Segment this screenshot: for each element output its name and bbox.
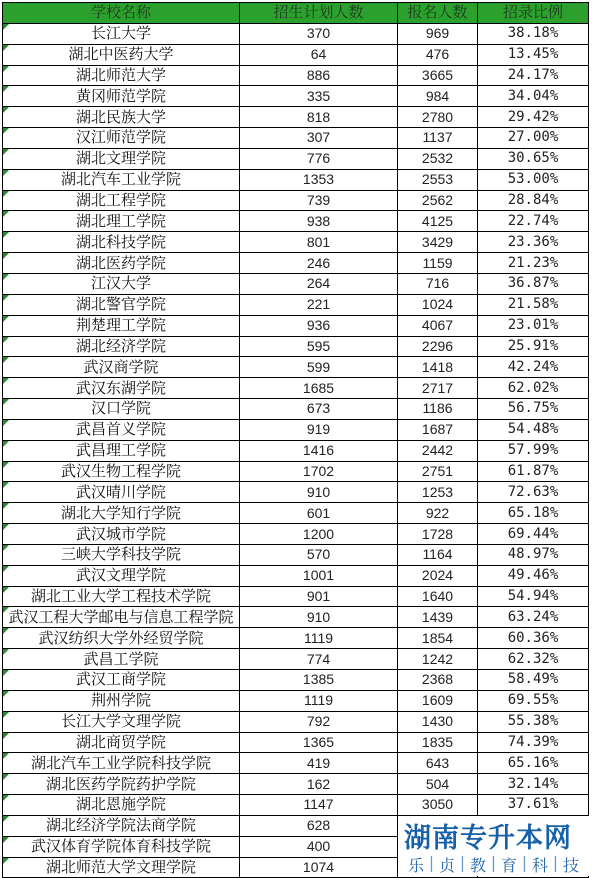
plan-count-cell: 601: [240, 503, 398, 524]
table-row: [3, 336, 589, 357]
plan-count-cell: 335: [240, 86, 398, 107]
table-row: [3, 607, 589, 628]
ratio-cell: 24.17%: [478, 65, 589, 86]
plan-count-cell: 599: [240, 357, 398, 378]
table-row: [3, 628, 589, 649]
table-row: [3, 315, 589, 336]
table-row: [3, 482, 589, 503]
plan-count-cell: 400: [240, 836, 398, 857]
school-name-cell: 武汉工程大学邮电与信息工程学院: [3, 607, 240, 628]
plan-count-cell: 1685: [240, 378, 398, 399]
school-name-cell: 汉口学院: [3, 399, 240, 420]
ratio-cell: 38.18%: [478, 23, 589, 44]
plan-count-cell: 774: [240, 649, 398, 670]
plan-count-cell: 792: [240, 711, 398, 732]
ratio-cell: 63.24%: [478, 607, 589, 628]
applicant-count-cell: 2562: [398, 190, 478, 211]
ratio-cell: 62.32%: [478, 649, 589, 670]
ratio-cell: 13.45%: [478, 44, 589, 65]
applicant-count-cell: 1024: [398, 294, 478, 315]
school-name-cell: 湖北大学知行学院: [3, 503, 240, 524]
table-row: [3, 544, 589, 565]
applicant-count-cell: 3429: [398, 232, 478, 253]
ratio-cell: 58.49%: [478, 670, 589, 691]
table-row: [3, 253, 589, 274]
plan-count-cell: 801: [240, 232, 398, 253]
table-row: [3, 86, 589, 107]
ratio-cell: 72.63%: [478, 482, 589, 503]
table-row: [3, 128, 589, 149]
header-plan-count: 招生计划人数: [240, 3, 398, 24]
school-name-cell: 黄冈师范学院: [3, 86, 240, 107]
applicant-count-cell: 1164: [398, 544, 478, 565]
header-row: [3, 3, 589, 24]
applicant-count-cell: 4125: [398, 211, 478, 232]
school-name-cell: 湖北医药学院药护学院: [3, 774, 240, 795]
plan-count-cell: 221: [240, 294, 398, 315]
table-row: [3, 294, 589, 315]
plan-count-cell: 419: [240, 753, 398, 774]
ratio-cell: 61.87%: [478, 461, 589, 482]
school-name-cell: 湖北汽车工业学院科技学院: [3, 753, 240, 774]
table-row: [3, 649, 589, 670]
school-name-cell: 湖北经济学院法商学院: [3, 815, 240, 836]
school-name-cell: 湖北民族大学: [3, 107, 240, 128]
school-name-cell: 武汉工商学院: [3, 670, 240, 691]
school-name-cell: 湖北中医药大学: [3, 44, 240, 65]
school-name-cell: 武汉城市学院: [3, 524, 240, 545]
plan-count-cell: 370: [240, 23, 398, 44]
applicant-count-cell: 1137: [398, 128, 478, 149]
watermark-separator: |: [521, 853, 528, 872]
school-name-cell: 武昌理工学院: [3, 440, 240, 461]
plan-count-cell: 1200: [240, 524, 398, 545]
school-name-cell: 湖北文理学院: [3, 148, 240, 169]
plan-count-cell: 910: [240, 482, 398, 503]
applicant-count-cell: 716: [398, 273, 478, 294]
ratio-cell: 27.00%: [478, 128, 589, 149]
table-row: [3, 273, 589, 294]
school-name-cell: 湖北师范大学文理学院: [3, 857, 240, 878]
applicant-count-cell: 476: [398, 44, 478, 65]
ratio-cell: 54.48%: [478, 419, 589, 440]
plan-count-cell: 246: [240, 253, 398, 274]
ratio-cell: 30.65%: [478, 148, 589, 169]
table-row: [3, 107, 589, 128]
applicant-count-cell: 2442: [398, 440, 478, 461]
school-name-cell: 武汉生物工程学院: [3, 461, 240, 482]
ratio-cell: 32.14%: [478, 774, 589, 795]
table-row: [3, 753, 589, 774]
plan-count-cell: 1119: [240, 628, 398, 649]
school-name-cell: 三峡大学科技学院: [3, 544, 240, 565]
school-name-cell: 湖北警官学院: [3, 294, 240, 315]
applicant-count-cell: 1640: [398, 586, 478, 607]
ratio-cell: 57.99%: [478, 440, 589, 461]
ratio-cell: 23.01%: [478, 315, 589, 336]
applicant-count-cell: 1609: [398, 690, 478, 711]
table-row: [3, 524, 589, 545]
plan-count-cell: 1365: [240, 732, 398, 753]
school-name-cell: 湖北商贸学院: [3, 732, 240, 753]
plan-count-cell: 264: [240, 273, 398, 294]
applicant-count-cell: 643: [398, 753, 478, 774]
plan-count-cell: 1119: [240, 690, 398, 711]
admission-table: [2, 2, 589, 878]
plan-count-cell: 936: [240, 315, 398, 336]
ratio-cell: 22.74%: [478, 211, 589, 232]
plan-count-cell: 1702: [240, 461, 398, 482]
watermark-char: 教: [469, 856, 486, 875]
header-applicant-count: 报名人数: [398, 3, 478, 24]
plan-count-cell: 901: [240, 586, 398, 607]
table-row: [3, 774, 589, 795]
applicant-count-cell: 1159: [398, 253, 478, 274]
school-name-cell: 湖北工程学院: [3, 190, 240, 211]
table-row: [3, 211, 589, 232]
school-name-cell: 长江大学文理学院: [3, 711, 240, 732]
watermark-char: 技: [562, 856, 579, 875]
table-row: [3, 732, 589, 753]
plan-count-cell: 776: [240, 148, 398, 169]
watermark-char: 乐: [407, 856, 424, 875]
ratio-cell: 36.87%: [478, 273, 589, 294]
table-row: [3, 565, 589, 586]
school-name-cell: 长江大学: [3, 23, 240, 44]
table-row: [3, 586, 589, 607]
school-name-cell: 江汉大学: [3, 273, 240, 294]
watermark-separator: |: [459, 853, 466, 872]
school-name-cell: 湖北恩施学院: [3, 795, 240, 816]
applicant-count-cell: 504: [398, 774, 478, 795]
ratio-cell: 29.42%: [478, 107, 589, 128]
applicant-count-cell: 2751: [398, 461, 478, 482]
header-admission-ratio: 招录比例: [478, 3, 589, 24]
table-row: [3, 357, 589, 378]
school-name-cell: 武汉纺织大学外经贸学院: [3, 628, 240, 649]
school-name-cell: 湖北师范大学: [3, 65, 240, 86]
plan-count-cell: 673: [240, 399, 398, 420]
watermark-char: 育: [500, 856, 517, 875]
plan-count-cell: 64: [240, 44, 398, 65]
applicant-count-cell: 1430: [398, 711, 478, 732]
table-row: [3, 440, 589, 461]
school-name-cell: 湖北工业大学工程技术学院: [3, 586, 240, 607]
applicant-count-cell: 1439: [398, 607, 478, 628]
plan-count-cell: 162: [240, 774, 398, 795]
table-row: [3, 711, 589, 732]
ratio-cell: 21.23%: [478, 253, 589, 274]
school-name-cell: 湖北经济学院: [3, 336, 240, 357]
ratio-cell: 23.36%: [478, 232, 589, 253]
school-name-cell: 武汉文理学院: [3, 565, 240, 586]
ratio-cell: 55.38%: [478, 711, 589, 732]
school-name-cell: 武昌首义学院: [3, 419, 240, 440]
plan-count-cell: 919: [240, 419, 398, 440]
plan-count-cell: 1147: [240, 795, 398, 816]
school-name-cell: 武昌工学院: [3, 649, 240, 670]
applicant-count-cell: 2780: [398, 107, 478, 128]
school-name-cell: 汉江师范学院: [3, 128, 240, 149]
applicant-count-cell: 1418: [398, 357, 478, 378]
table-row: [3, 169, 589, 190]
watermark-title: 湖南专升本网: [404, 823, 572, 854]
school-name-cell: 武汉体育学院体育科技学院: [3, 836, 240, 857]
plan-count-cell: 818: [240, 107, 398, 128]
plan-count-cell: 628: [240, 815, 398, 836]
plan-count-cell: 595: [240, 336, 398, 357]
watermark-separator: |: [552, 853, 559, 872]
ratio-cell: 74.39%: [478, 732, 589, 753]
plan-count-cell: 1353: [240, 169, 398, 190]
table-row: [3, 461, 589, 482]
watermark-char: 贞: [438, 856, 455, 875]
table-row: [3, 190, 589, 211]
applicant-count-cell: 2024: [398, 565, 478, 586]
header-school-name: 学校名称: [3, 3, 240, 24]
applicant-count-cell: 922: [398, 503, 478, 524]
table-row: [3, 44, 589, 65]
table-row: [3, 503, 589, 524]
table-row: [3, 378, 589, 399]
applicant-count-cell: 2368: [398, 670, 478, 691]
applicant-count-cell: 984: [398, 86, 478, 107]
ratio-cell: 28.84%: [478, 190, 589, 211]
applicant-count-cell: 1728: [398, 524, 478, 545]
ratio-cell: 54.94%: [478, 586, 589, 607]
school-name-cell: 武汉晴川学院: [3, 482, 240, 503]
school-name-cell: 湖北医药学院: [3, 253, 240, 274]
plan-count-cell: 1385: [240, 670, 398, 691]
plan-count-cell: 1001: [240, 565, 398, 586]
ratio-cell: 25.91%: [478, 336, 589, 357]
applicant-count-cell: 1687: [398, 419, 478, 440]
school-name-cell: 武汉东湖学院: [3, 378, 240, 399]
applicant-count-cell: 2717: [398, 378, 478, 399]
table-row: [3, 399, 589, 420]
applicant-count-cell: 1186: [398, 399, 478, 420]
table-row: [3, 232, 589, 253]
ratio-cell: 69.44%: [478, 524, 589, 545]
ratio-cell: 21.58%: [478, 294, 589, 315]
ratio-cell: 48.97%: [478, 544, 589, 565]
applicant-count-cell: 969: [398, 23, 478, 44]
ratio-cell: 42.24%: [478, 357, 589, 378]
watermark-logo: [398, 816, 594, 876]
watermark-separator: |: [428, 853, 435, 872]
plan-count-cell: 570: [240, 544, 398, 565]
table-row: [3, 690, 589, 711]
plan-count-cell: 938: [240, 211, 398, 232]
school-name-cell: 湖北科技学院: [3, 232, 240, 253]
plan-count-cell: 1074: [240, 857, 398, 878]
ratio-cell: 56.75%: [478, 399, 589, 420]
school-name-cell: 湖北汽车工业学院: [3, 169, 240, 190]
school-name-cell: 武汉商学院: [3, 357, 240, 378]
applicant-count-cell: 2532: [398, 148, 478, 169]
watermark-subtitle: [404, 853, 583, 876]
ratio-cell: 37.61%: [478, 795, 589, 816]
applicant-count-cell: 1835: [398, 732, 478, 753]
applicant-count-cell: 3665: [398, 65, 478, 86]
school-name-cell: 湖北理工学院: [3, 211, 240, 232]
ratio-cell: 49.46%: [478, 565, 589, 586]
applicant-count-cell: 2553: [398, 169, 478, 190]
table-row: [3, 670, 589, 691]
ratio-cell: 65.16%: [478, 753, 589, 774]
ratio-cell: 34.04%: [478, 86, 589, 107]
school-name-cell: 荆楚理工学院: [3, 315, 240, 336]
ratio-cell: 62.02%: [478, 378, 589, 399]
ratio-cell: 65.18%: [478, 503, 589, 524]
ratio-cell: 53.00%: [478, 169, 589, 190]
table-row: [3, 419, 589, 440]
plan-count-cell: 739: [240, 190, 398, 211]
plan-count-cell: 910: [240, 607, 398, 628]
plan-count-cell: 307: [240, 128, 398, 149]
table-row: [3, 795, 589, 816]
applicant-count-cell: 1854: [398, 628, 478, 649]
school-name-cell: 荆州学院: [3, 690, 240, 711]
table-row: [3, 23, 589, 44]
plan-count-cell: 1416: [240, 440, 398, 461]
table-row: [3, 65, 589, 86]
applicant-count-cell: 4067: [398, 315, 478, 336]
applicant-count-cell: 2296: [398, 336, 478, 357]
applicant-count-cell: 1242: [398, 649, 478, 670]
ratio-cell: 69.55%: [478, 690, 589, 711]
watermark-separator: |: [490, 853, 497, 872]
table-row: [3, 148, 589, 169]
plan-count-cell: 886: [240, 65, 398, 86]
applicant-count-cell: 1253: [398, 482, 478, 503]
watermark-char: 科: [531, 856, 548, 875]
table-body: [3, 23, 589, 878]
ratio-cell: 60.36%: [478, 628, 589, 649]
applicant-count-cell: 3050: [398, 795, 478, 816]
